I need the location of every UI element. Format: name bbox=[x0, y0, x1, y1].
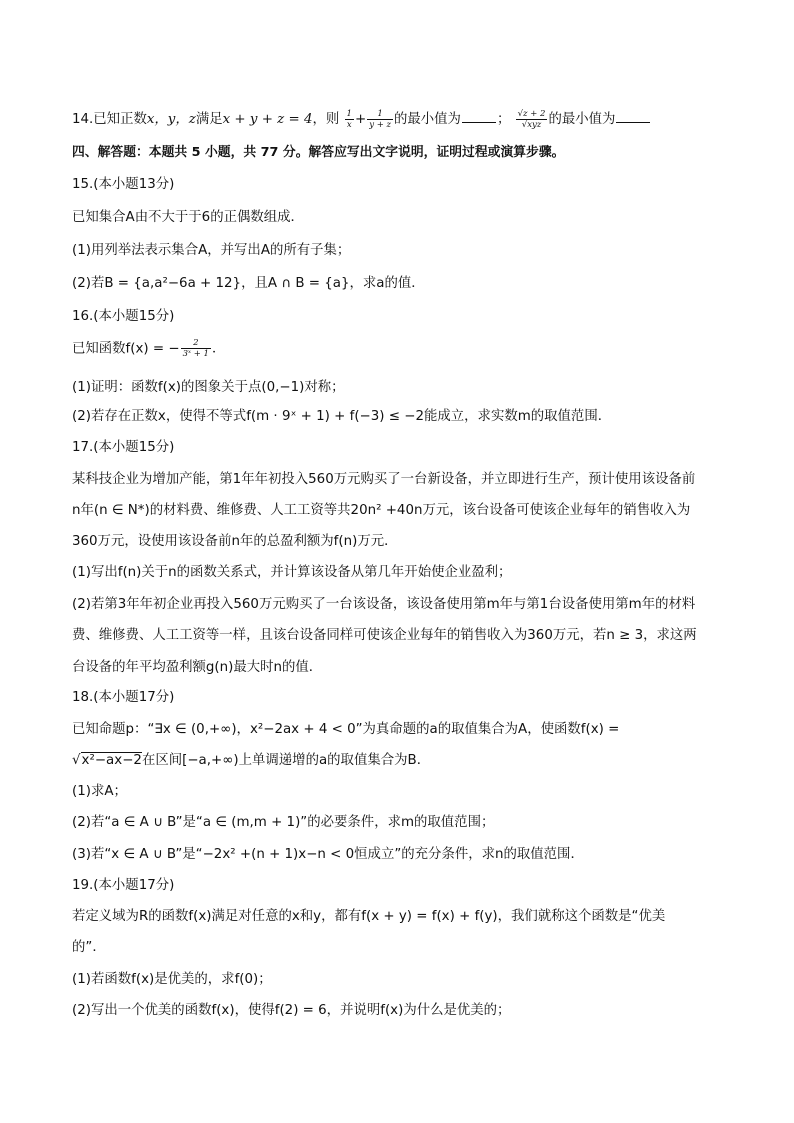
answer-blank-1 bbox=[462, 108, 496, 123]
q15-header: 15.(本小题13分) bbox=[72, 177, 175, 192]
q17-header: 17.(本小题15分) bbox=[72, 440, 175, 455]
q14-text: 的最小值为 bbox=[394, 112, 461, 127]
q17-line-1: 某科技企业为增加产能，第1年年初投入560万元购买了一台新设备，并立即进行生产，预计使用该设备前 bbox=[72, 472, 696, 487]
q16-fraction: $\frac{2}{\text{3ˣ + 1}}$ bbox=[182, 338, 209, 359]
q14-text: 满足 bbox=[195, 112, 223, 127]
q16-stem: 已知函数f(x) = − $\frac{2}{\text{3ˣ + 1}}$ ． bbox=[72, 338, 226, 359]
q14-fraction-1: $\frac{1}{x}$ bbox=[346, 108, 352, 130]
sqrt-sign: √ bbox=[72, 753, 81, 768]
q17-part-2b: 费、维修费、人工工资等一样，且该台设备同样可使该企业每年的销售收入为360万元，若n ≥ 3，求这两 bbox=[72, 628, 697, 643]
q17-part-1: (1)写出f(n)关于n的函数关系式，并计算该设备从第几年开始使企业盈利； bbox=[72, 565, 512, 580]
q14-text: ，则 bbox=[312, 112, 340, 127]
q17-part-2a: (2)若第3年年初企业再投入560万元购买了一台该设备，该设备使用第m年与第1台设备使用第m年的材料 bbox=[72, 597, 696, 612]
q18-part-3: (3)若“x ∈ A ∪ B”是“−2x² +(n + 1)x−n < 0恒成立”的充分条件，求n的取值范围． bbox=[72, 847, 584, 862]
sqrt-content: x²−ax−2 bbox=[81, 753, 142, 768]
q19-part-2: (2)写出一个优美的函数f(x)，使得f(2) = 6，并说明f(x)为什么是优美的； bbox=[72, 1003, 511, 1018]
q14-fraction-2: $\frac{1}{y + z}$ bbox=[369, 108, 391, 130]
q18-part-1: (1)求A； bbox=[72, 784, 127, 799]
q17-part-2c: 台设备的年平均盈利额g(n)最大时n的值． bbox=[72, 660, 323, 675]
q14-plus: + bbox=[354, 112, 367, 127]
q15-part-1: (1)用列举法表示集合A，并写出A的所有子集； bbox=[72, 243, 351, 258]
q16-header: 16.(本小题15分) bbox=[72, 309, 175, 324]
q19-part-1: (1)若函数f(x)是优美的，求f(0)； bbox=[72, 972, 272, 987]
q19-line-2: 的”． bbox=[72, 940, 106, 955]
q14-fraction-3: $\frac{√z + 2}{\text{√xyz}}$ bbox=[517, 108, 546, 130]
section-4-heading: 四、解答题：本题共 5 小题，共 77 分。解答应写出文字说明，证明过程或演算步骤。 bbox=[72, 145, 565, 160]
q14-text: 的最小值为 bbox=[548, 112, 616, 127]
q17-line-2: n年(n ∈ N*)的材料费、维修费、人工工资等共20n² +40n万元，该台设备可使该企业每年的销售收入为 bbox=[72, 503, 691, 518]
q18-line-1: 已知命题p：“∃x ∈ (0,+∞)，x²−2ax + 4 < 0”为真命题的a的取值集合为A，使函数f(x) = bbox=[72, 722, 620, 737]
q14-sep: ； bbox=[496, 112, 511, 127]
q18-line-2: √x²−ax−2在区间[−a,+∞)上单调递增的a的取值集合为B． bbox=[72, 753, 431, 768]
answer-blank-2 bbox=[616, 108, 650, 123]
q14-vars: x，y，z bbox=[146, 112, 196, 127]
q19-header: 19.(本小题17分) bbox=[72, 878, 175, 893]
q15-stem: 已知集合A由不大于于6的正偶数组成． bbox=[72, 210, 304, 225]
q19-line-1: 若定义域为R的函数f(x)满足对任意的x和y，都有f(x + y) = f(x) + f(y)，我们就称这个函数是“优美 bbox=[72, 909, 666, 924]
q15-part-2: (2)若B = {a,a²−6a + 12}，且A ∩ B = {a}，求a的值． bbox=[72, 276, 425, 291]
q16-part-1: (1)证明：函数f(x)的图象关于点(0,−1)对称； bbox=[72, 380, 345, 395]
q18-part-2: (2)若“a ∈ A ∪ B”是“a ∈ (m,m + 1)”的必要条件，求m的取值范围； bbox=[72, 815, 495, 830]
q14-condition: x + y + z = 4 bbox=[222, 112, 313, 127]
question-14 bbox=[72, 108, 734, 130]
q14-text: 14.已知正数 bbox=[72, 112, 147, 127]
q16-part-2: (2)若存在正数x，使得不等式f(m · 9ˣ + 1) + f(−3) ≤ −2能成立，求实数m的取值范围． bbox=[72, 409, 612, 424]
q17-line-3: 360万元，设使用该设备前n年的总盈利额为f(n)万元． bbox=[72, 534, 398, 549]
q18-header: 18.(本小题17分) bbox=[72, 690, 175, 705]
